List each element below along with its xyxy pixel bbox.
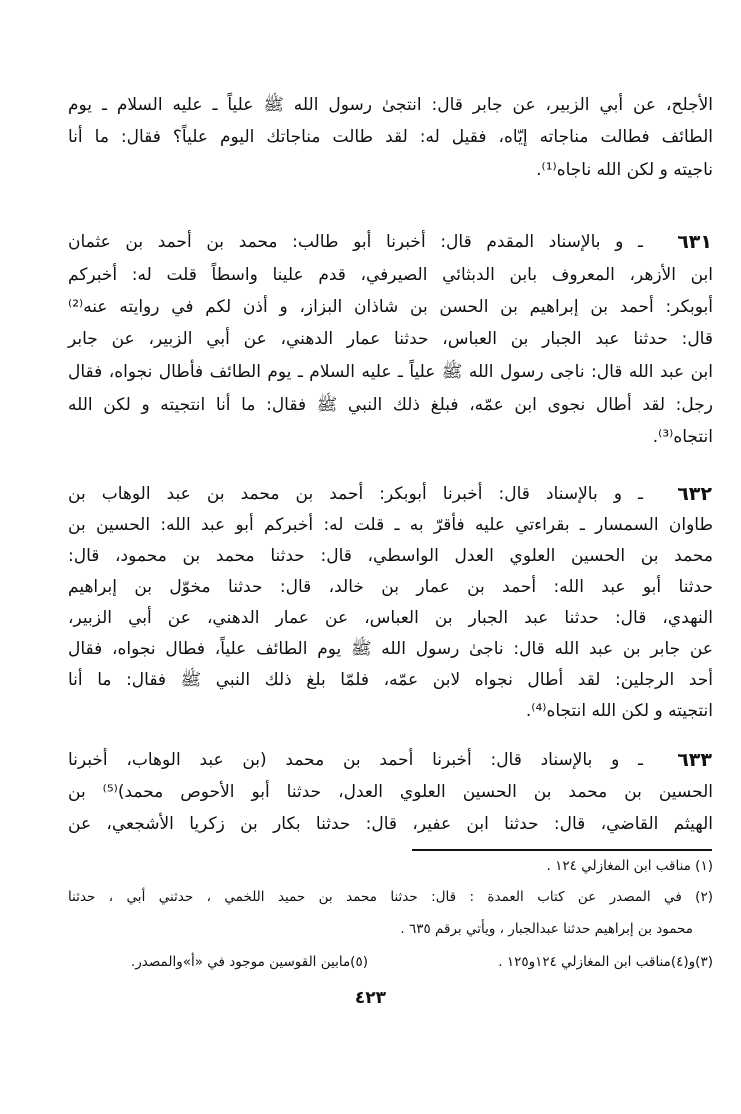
text-line: انتجيته و لكن الله انتجاه⁽⁴⁾.: [525, 701, 713, 721]
text-line: انتجاه⁽³⁾.: [652, 427, 713, 447]
footnote: (١) مناقب ابن المغازلي ١٢٤ .: [546, 858, 713, 874]
text-line: أحد الرجلين: لقد أطال نجواه لابن عمّه، فلمّا بلغ ذلك النبي ﷺ فقال: ما أنا: [68, 670, 713, 690]
text-line: الهيثم القاضي، قال: حدثنا ابن عفير، قال: حدثنا بكار بن زكريا الأشجعي، عن: [68, 814, 713, 834]
text-line: ناجيته و لكن الله ناجاه⁽¹⁾.: [536, 160, 713, 180]
text-line: ابن الأزهر، المعروف بابن الدبثائي الصيرفي، قدم علينا واسطاً قلت له: أخبركم: [68, 265, 713, 285]
text-line: ـ و بالإسناد قال: أخبرنا أحمد بن محمد (بن عبد الوهاب، أخبرنا: [68, 750, 643, 770]
text-line: ـ و بالإسناد المقدم قال: أخبرنا أبو طالب: محمد بن أحمد بن عثمان: [68, 232, 643, 252]
footnote-divider: [412, 849, 712, 851]
text-line: الحسين بن محمد بن الحسين العلوي العدل، حدثنا أبو الأحوص محمد)⁽⁵⁾ بن: [68, 782, 713, 802]
text-line: رجل: لقد أطال نجوى ابن عمّه، فبلغ ذلك النبي ﷺ فقال: ما أنا انتجيته و لكن الله: [68, 395, 713, 415]
text-line: طاوان السمسار ـ بقراءتي عليه فأقرّ به ـ قلت له: أخبركم أبو عبد الله: الحسين بن: [68, 515, 713, 535]
footnote: (٣)و(٤)مناقب ابن المغازلي ١٢٤و١٢٥ .: [498, 954, 713, 970]
text-line: ابن عبد الله قال: ناجى رسول الله ﷺ علياً ـ عليه السلام ـ يوم الطائف فأطال نجواه، فقال: [68, 362, 713, 382]
text-line: عن جابر بن عبد الله قال: ناجىٰ رسول الله ﷺ يوم الطائف علياً، فطال نجواه، فقال: [68, 639, 713, 659]
page-number: ٤٢٣: [354, 988, 387, 1008]
text-line: أبوبكر: أحمد بن إبراهيم بن الحسن بن شاذان البزاز، و أذن لكم في روايته عنه⁽²⁾: [68, 297, 713, 317]
footnote: (٥)مابين القوسين موجود في «أ»والمصدر.: [130, 954, 368, 970]
text-line: النهدي، قال: حدثنا عبد الجبار بن العباس، عن عمار الدهني، عن أبي الزبير،: [68, 608, 713, 628]
hadith-number: ٦٣٢: [677, 483, 712, 505]
text-line: محمد بن الحسين العلوي العدل الواسطي، قال: حدثنا محمد بن محمود، قال:: [68, 546, 713, 566]
text-line: حدثنا أبو عبد الله: أحمد بن عمار بن خالد، قال: حدثنا مخوّل بن إبراهيم: [68, 577, 713, 597]
text-line: الأجلح، عن أبي الزبير، عن جابر قال: انتجىٰ رسول الله ﷺ علياً ـ عليه السلام ـ يوم: [68, 95, 713, 115]
hadith-number: ٦٣٣: [677, 749, 712, 771]
text-line: قال: حدثنا عبد الجبار بن العباس، حدثنا عمار الدهني، عن أبي الزبير، عن جابر: [68, 329, 713, 349]
text-line: ـ و بالإسناد قال: أخبرنا أبوبكر: أحمد بن محمد بن عبد الوهاب بن: [68, 484, 643, 504]
hadith-number: ٦٣١: [677, 231, 712, 253]
footnote: (٢) في المصدر عن كتاب العمدة : قال: حدثنا محمد بن حميد اللخمي ، حدثني أبي ، حدثنا: [68, 889, 713, 905]
footnote: محمود بن إبراهيم حدثنا عبدالجبار ، ويأتي برقم ٦٣٥ .: [400, 921, 693, 937]
text-line: الطائف فطالت مناجاته إيّاه، فقيل له: لقد طالت مناجاتك اليوم علياً؟ فقال: ما أنا: [68, 127, 713, 147]
